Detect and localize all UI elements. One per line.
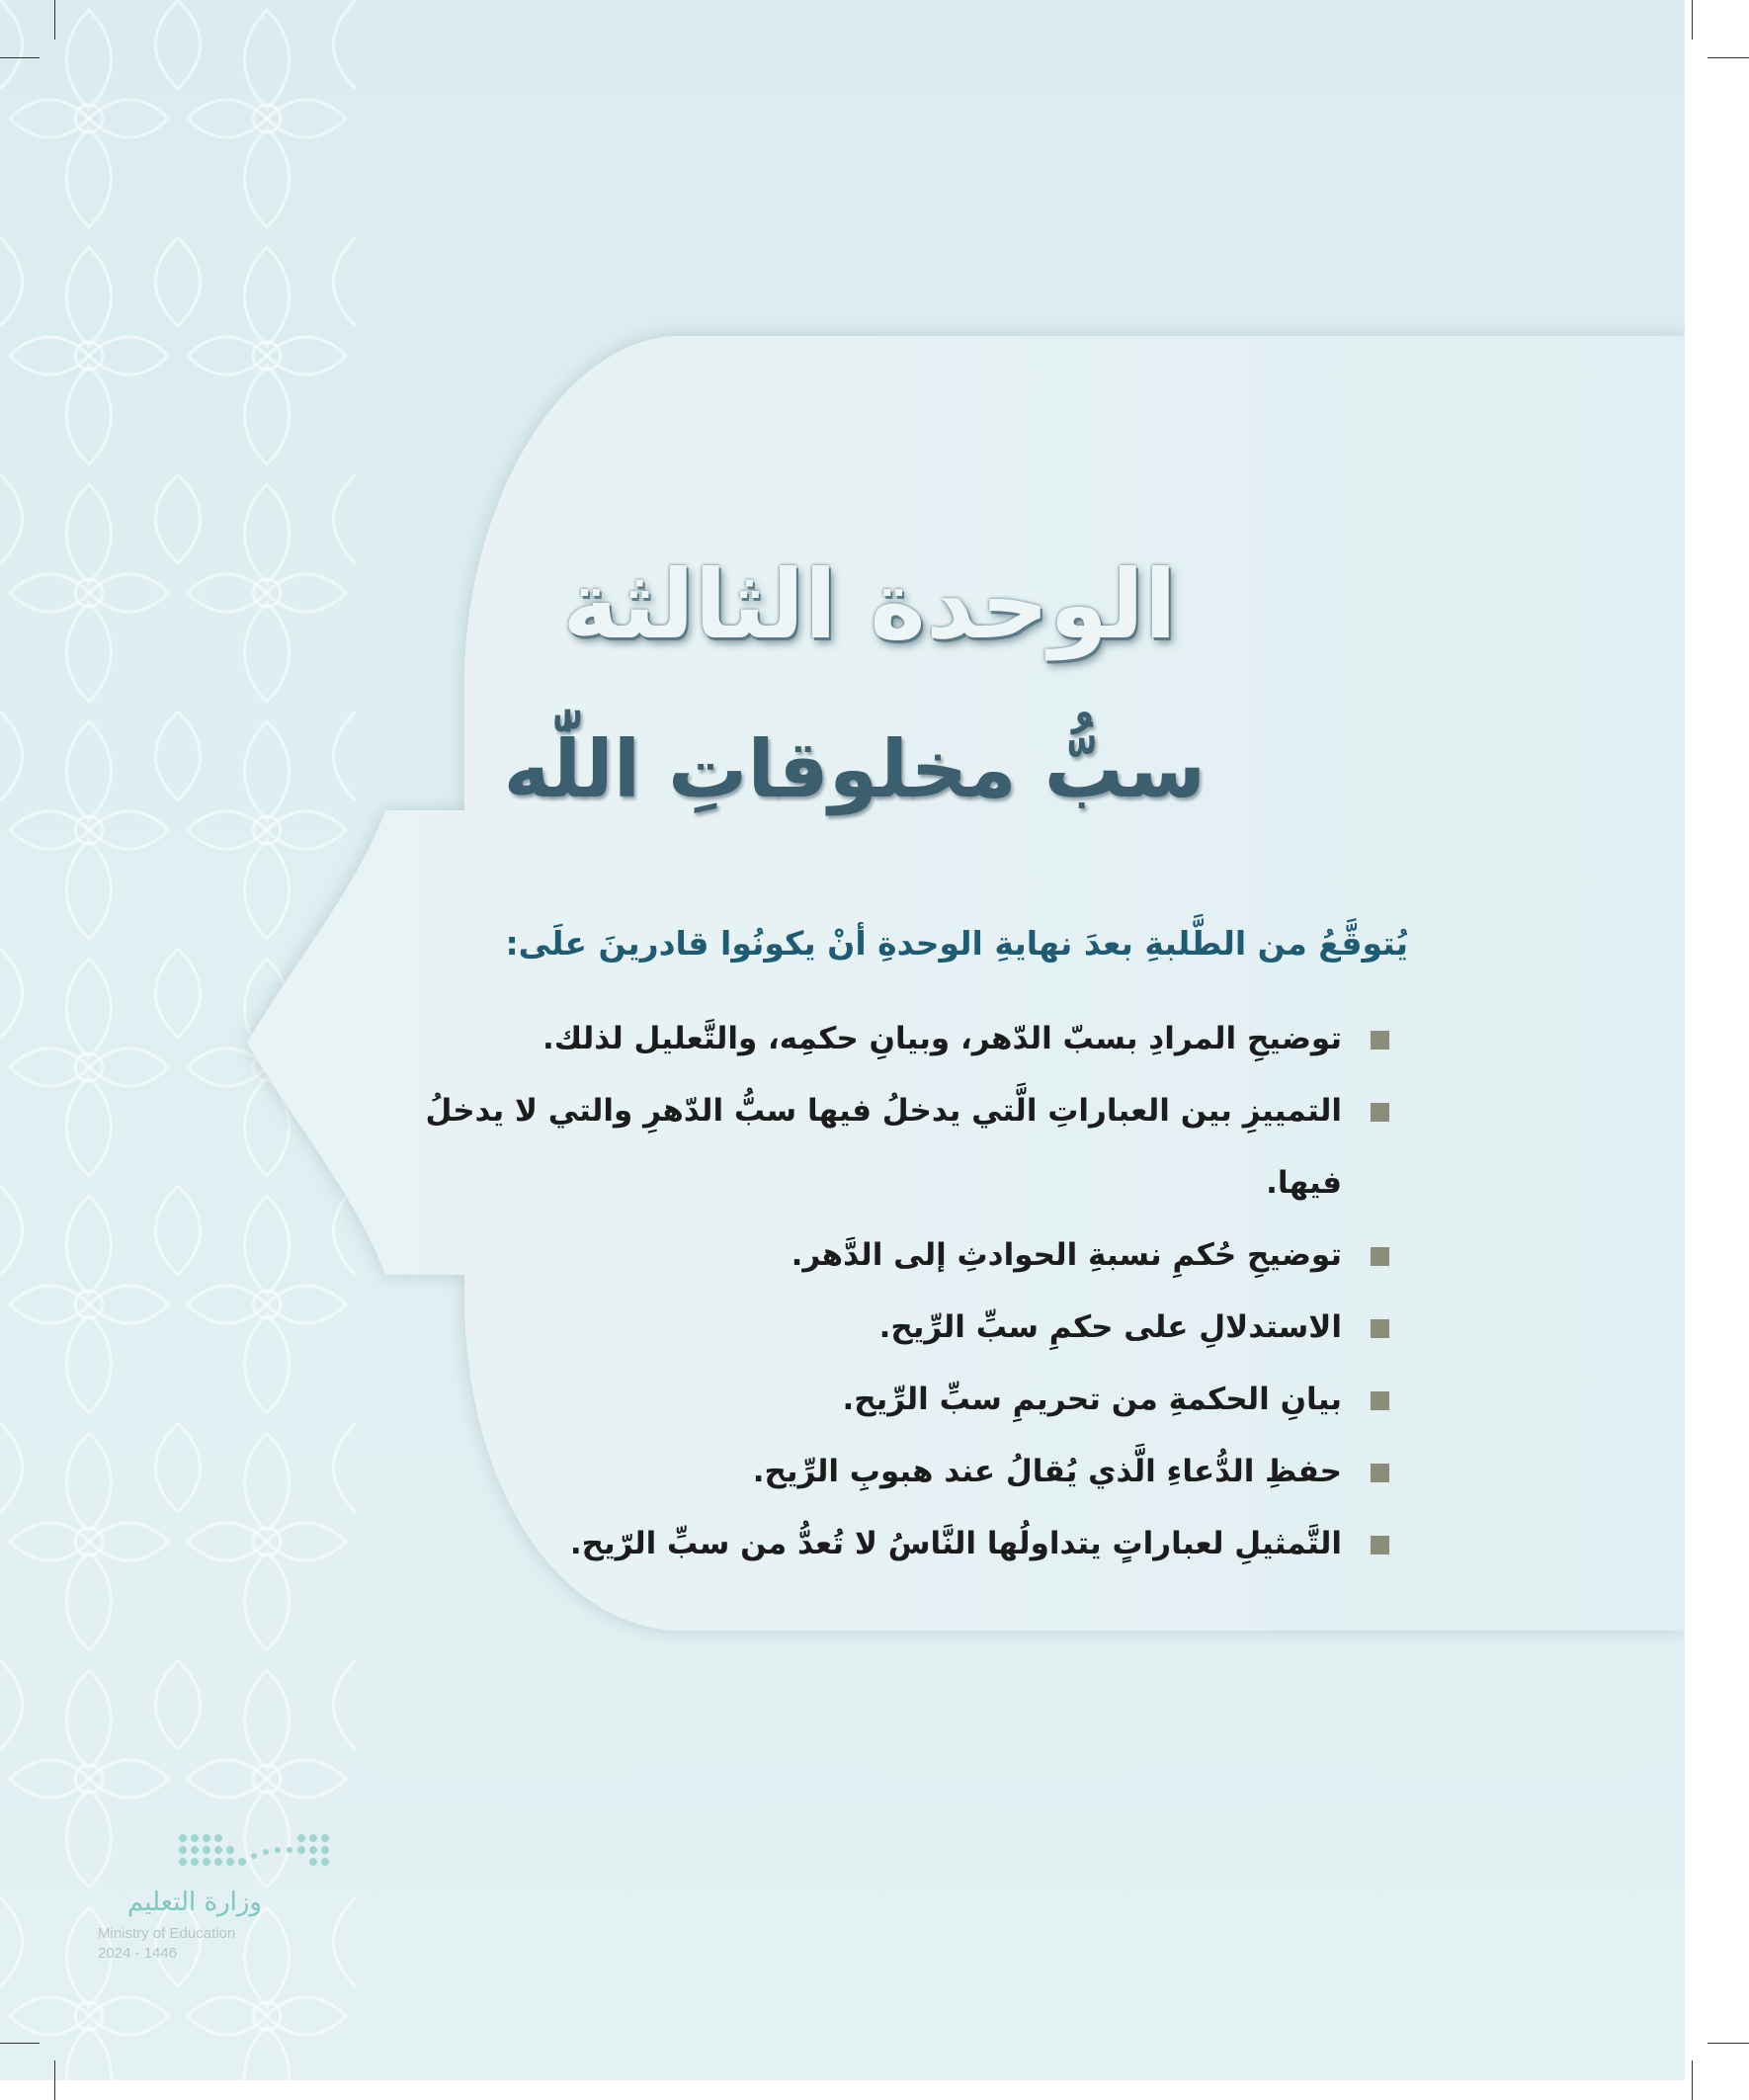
square-bullet-icon bbox=[1371, 1391, 1389, 1410]
logo-dots-icon bbox=[173, 1828, 351, 1888]
logo-year-text: 2024 - 1446 bbox=[98, 1945, 178, 1962]
square-bullet-icon bbox=[1371, 1103, 1389, 1122]
unit-subtitle: سبُّ مخلوقاتِ اللّٰه bbox=[503, 723, 1206, 815]
objective-text: التمييزِ بين العباراتِ الَّتي يدخلُ فيها سبُّ الدّهرِ والتي لا يدخلُ فيها. bbox=[425, 1093, 1342, 1201]
crop-mark bbox=[1692, 2060, 1693, 2100]
objective-item bbox=[346, 1003, 1393, 1075]
unit-title: الوحدة الثالثة bbox=[562, 549, 1177, 660]
logo-arabic-text: وزارة التعليم bbox=[126, 1888, 262, 1917]
square-bullet-icon bbox=[1371, 1247, 1389, 1266]
objective-text: حفظِ الدُّعاءِ الَّذي يُقالُ عند هبوبِ الرِّيح. bbox=[752, 1454, 1342, 1489]
objective-item bbox=[346, 1364, 1393, 1436]
crop-mark bbox=[54, 0, 55, 40]
objective-item bbox=[346, 1075, 1393, 1219]
crop-mark bbox=[1707, 57, 1749, 58]
objective-item bbox=[346, 1436, 1393, 1508]
objective-text: توضيحِ حُكمِ نسبةِ الحوادثِ إلى الدَّهر. bbox=[791, 1237, 1342, 1273]
logo-english-text: Ministry of Education bbox=[98, 1925, 236, 1942]
crop-mark bbox=[1707, 2043, 1749, 2044]
ministry-logo bbox=[94, 1888, 351, 2026]
square-bullet-icon bbox=[1371, 1464, 1389, 1482]
objectives-list bbox=[346, 1003, 1393, 1580]
square-bullet-icon bbox=[1371, 1031, 1389, 1050]
crop-mark bbox=[54, 2060, 55, 2100]
objective-item bbox=[346, 1219, 1393, 1292]
crop-mark bbox=[1692, 0, 1693, 40]
objective-item bbox=[346, 1508, 1393, 1580]
square-bullet-icon bbox=[1371, 1536, 1389, 1554]
crop-mark bbox=[0, 2043, 40, 2044]
square-bullet-icon bbox=[1371, 1319, 1389, 1338]
objective-text: التَّمثيلِ لعباراتٍ يتداولُها النَّاسُ لا تُعدُّ من سبِّ الرّيح. bbox=[569, 1526, 1342, 1561]
objective-text: توضيحِ المرادِ بسبّ الدّهر، وبيانِ حكمِه، والتَّعليل لذلك. bbox=[541, 1021, 1342, 1056]
crop-mark bbox=[0, 57, 40, 58]
objective-item bbox=[346, 1292, 1393, 1364]
objectives-intro: يُتوقَّعُ من الطَّلبةِ بعدَ نهايةِ الوحدةِ أنْ يكونُوا قادرينَ علَى: bbox=[505, 924, 1408, 963]
objective-text: بيانِ الحكمةِ من تحريمِ سبِّ الرِّيح. bbox=[842, 1382, 1342, 1417]
objective-text: الاستدلالِ على حكمِ سبِّ الرِّيح. bbox=[878, 1309, 1342, 1345]
